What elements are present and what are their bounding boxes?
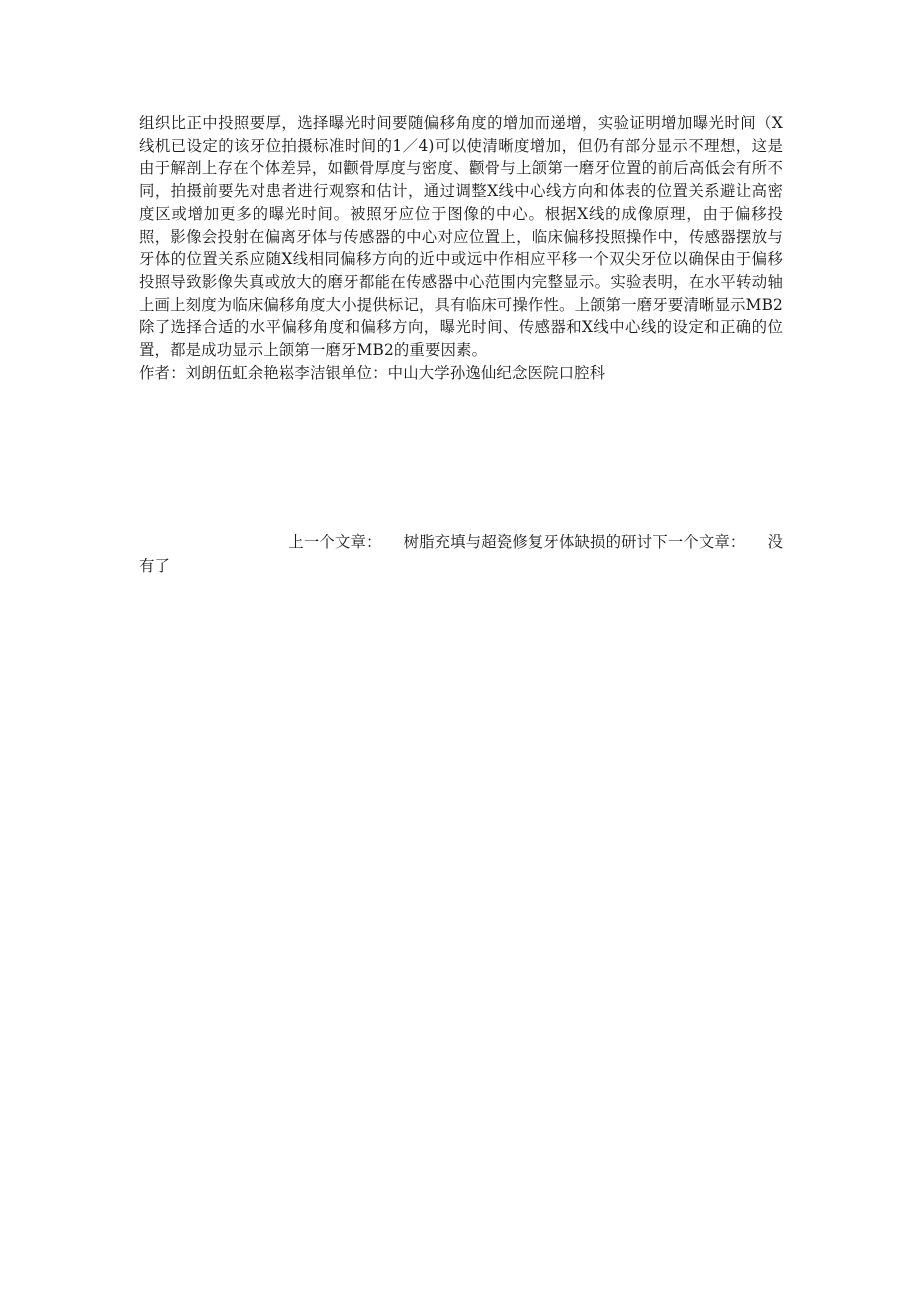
article-body: 组织比正中投照要厚，选择曝光时间要随偏移角度的增加而递增，实验证明增加曝光时间（X线机已设定的该牙位拍摄标准时间的1／4)可以使清晰度增加，但仍有部分显示不理想，这是由于解剖上存在个体差异，如颧骨厚度与密度、颧骨与上颌第一磨牙位置的前后高低会有所不同，拍摄前要先对患者进行观察和估计，通过调整X线中心线方向和体表的位置关系避让高密度区或增加更多的曝光时间。被照牙应位于图像的中心。根据X线的成像原理，由于偏移投照，影像会投射在偏离牙体与传感器的中心对应位置上，临床偏移投照操作中，传感器摆放与牙体的位置关系应随X线相同偏移方向的近中或远中作相应平移一个双尖牙位以确保由于偏移投照导致影像失真或放大的磨牙都能在传感器中心范围内完整显示。实验表明，在水平转动轴上画上刻度为临床偏移角度大小提供标记，具有临床可操作性。上颌第一磨牙要清晰显示MB2除了选择合适的水平偏移角度和偏移方向，曝光时间、传感器和X线中心线的设定和正确的位置，都是成功显示上颌第一磨牙MB2的重要因素。 [139,114,783,360]
article-navigation [139,530,783,578]
next-article-label: 下一个文章： [652,533,746,551]
next-article-value-start: 没 [767,533,783,551]
next-article-value-end: 有了 [139,557,171,575]
author-line: 作者：刘朗伍虹余艳崧李洁银单位：中山大学孙逸仙纪念医院口腔科 [139,363,606,382]
article-content [139,112,783,384]
article-navigation-row [139,530,783,554]
next-article-value-line [139,554,783,578]
prev-article-link[interactable]: 树脂充填与超瓷修复牙体缺损的研讨 [403,533,653,551]
prev-article-label: 上一个文章： [288,533,382,551]
